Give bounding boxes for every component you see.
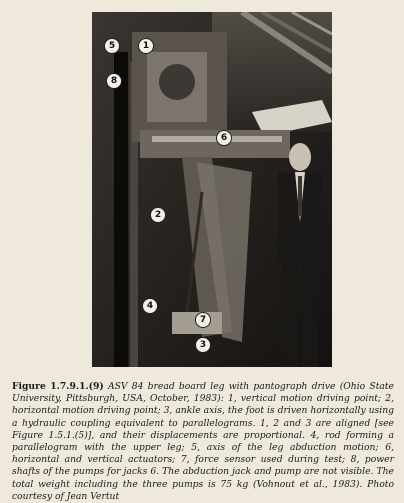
callout-6: 6 bbox=[216, 130, 232, 146]
callout-5: 5 bbox=[104, 38, 120, 54]
caption-text: ASV 84 bread board leg with pantograph drive (Ohio State University, Pittsburgh, USA, October, 1983): 1, vertical motion driving point; 2, horizontal motion driving point; 3, ankle axis, the foot is driven horizontally using a hydraulic coupling equivalent to parallelograms. 1, 2 and 3 are aligned [see Figure 1.5.1.(5)], and their displacements are proportional. 4, rod forming a parallelogram with the upper leg; 5, axis of the leg abduction motion; 6, horizontal and vertical actuators; 7, force sensor used during test; 8, power shafts of the pumps for jacks 6. The abduction jack and pump are not visible. The total weight including the three pumps is 75 kg (Vohnout et al., 1983). Photo courtesy of Jean Vertut bbox=[12, 381, 394, 502]
figure-label: Figure 1.7.9.1.(9) bbox=[12, 381, 104, 392]
callout-7: 7 bbox=[195, 312, 211, 328]
callout-8: 8 bbox=[106, 73, 122, 89]
callout-4: 4 bbox=[142, 298, 158, 314]
photo-illustration bbox=[92, 12, 332, 367]
callout-2: 2 bbox=[150, 207, 166, 223]
photograph bbox=[92, 12, 332, 367]
callout-1: 1 bbox=[138, 38, 154, 54]
figure-caption bbox=[12, 381, 394, 503]
callout-3: 3 bbox=[195, 337, 211, 353]
